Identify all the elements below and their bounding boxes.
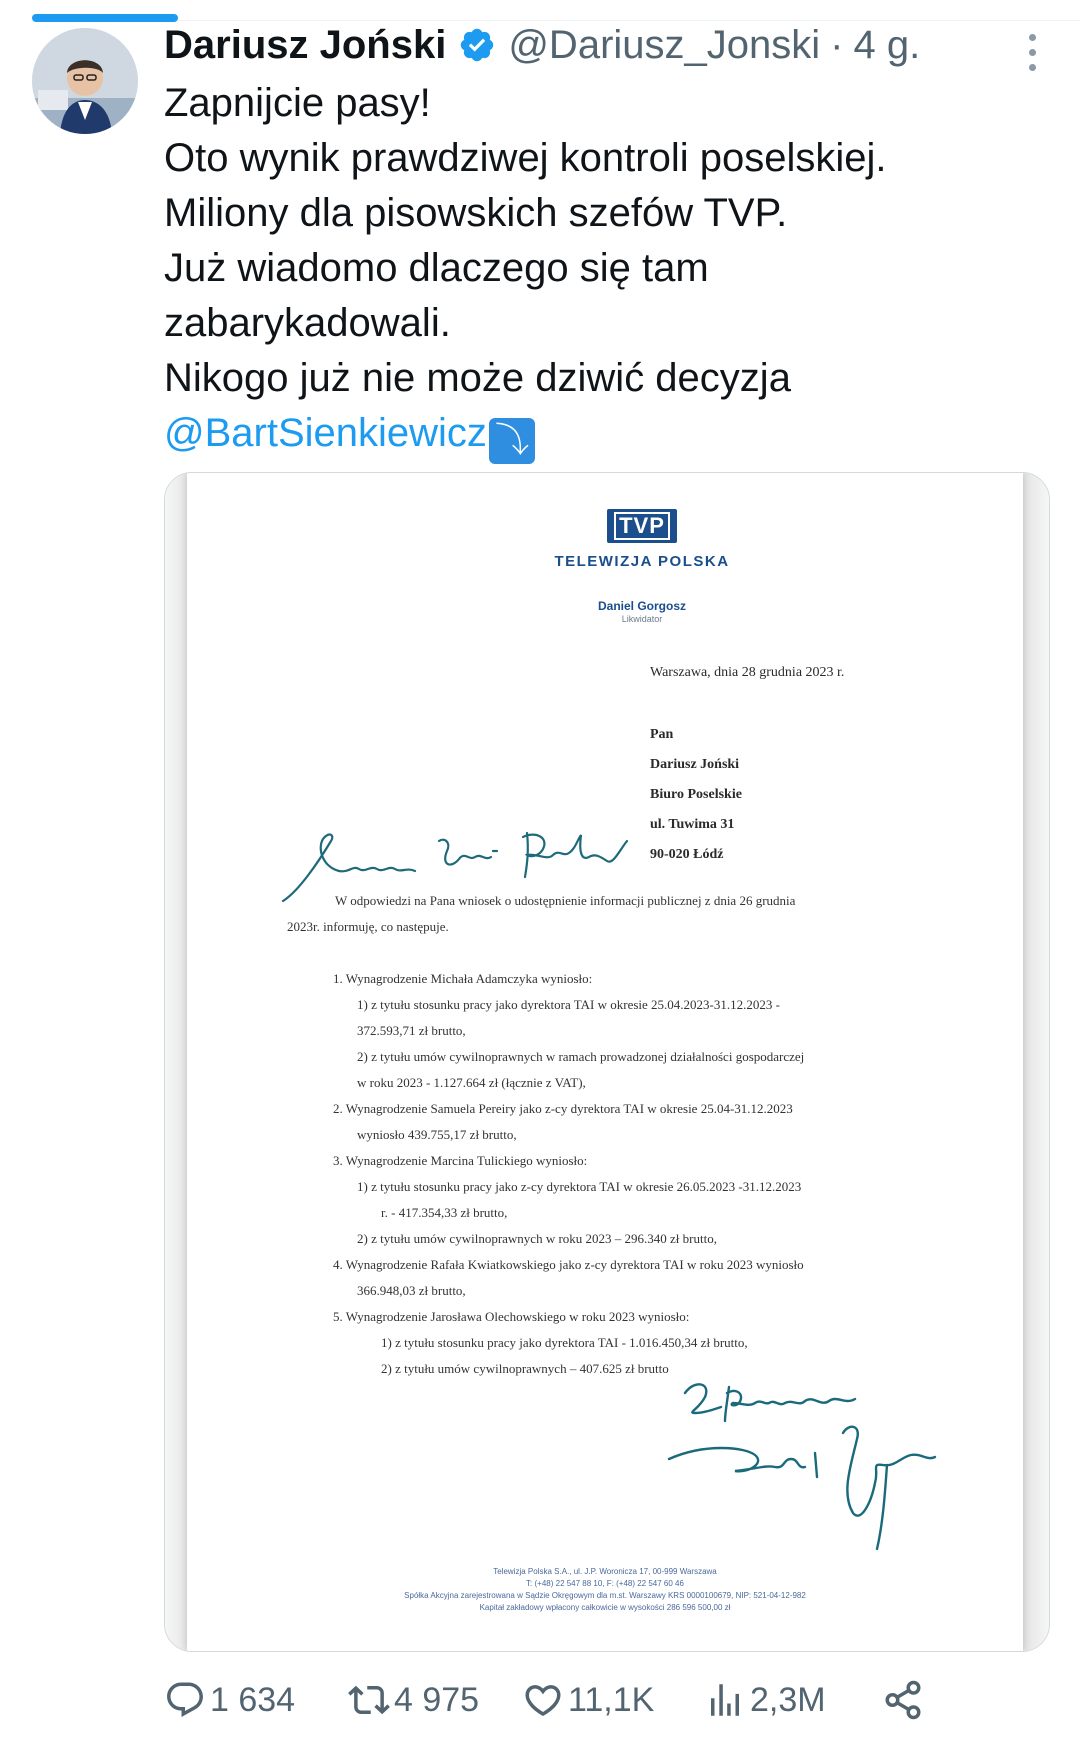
tweet-text-mention-line [164,406,1044,464]
repost-count: 4 975 [394,1680,480,1719]
repost-icon [348,1679,390,1721]
list-line: 4. Wynagrodzenie Rafała Kwiatkowskiego jako z-cy dyrektora TAI w roku 2023 wyniosło [333,1257,804,1272]
more-options-icon[interactable] [1012,28,1052,76]
address-line: Dariusz Joński [650,757,740,772]
media-edge-right [1023,473,1049,1651]
like-button[interactable] [522,1672,654,1728]
tvp-logo: TVP [607,509,677,543]
top-divider [178,20,1080,21]
tweet-text-line: zabarykadowali. [164,301,451,345]
avatar[interactable] [32,28,138,134]
liquidator-role: Likwidator [621,614,663,624]
list-line: 1) z tytułu stosunku pracy jako z-cy dyrektora TAI w okresie 26.05.2023 -31.12.2023 [357,1179,802,1194]
list-line: 1) z tytułu stosunku pracy jako dyrektora TAI - 1.016.450,34 zł brutto, [381,1335,748,1350]
letter-document [187,473,1023,1651]
list-line: 5. Wynagrodzenie Jarosława Olechowskiego w roku 2023 wyniosło: [333,1309,690,1324]
separator-dot: · [830,22,844,67]
tweet-text-line: Już wiadomo dlaczego się tam [164,246,709,290]
tweet-action-bar [164,1672,1044,1728]
list-line: 1. Wynagrodzenie Michała Adamczyka wyniosło: [333,971,593,986]
list-line: 2) z tytułu umów cywilnoprawnych w roku 2023 – 296.340 zł brutto, [357,1231,717,1246]
share-button[interactable] [882,1672,924,1728]
mention-link[interactable]: @BartSienkiewicz [164,411,487,455]
tweet-text-line: Oto wynik prawdziwej kontroli poselskiej. [164,136,887,180]
reply-icon [164,1679,206,1721]
tweet-text-line: Nikogo już nie może dziwić decyzja [164,356,791,400]
arrow-down-emoji-icon: ⤵ [489,418,535,464]
tweet-text-line: Zapnijcie pasy! [164,81,431,125]
reply-button[interactable] [164,1672,295,1728]
views-button[interactable] [704,1672,826,1728]
list-line: w roku 2023 - 1.127.664 zł (łącznie z VAT), [357,1075,586,1090]
list-line: 3. Wynagrodzenie Marcina Tulickiego wyniosło: [333,1153,588,1168]
verified-badge-icon [458,26,496,64]
address-line: 90-020 Łódź [650,847,724,862]
tweet-header [164,22,920,68]
reply-count: 1 634 [210,1680,296,1719]
footer-line: T: (+48) 22 547 88 10, F: (+48) 22 547 60 46 [526,1579,684,1588]
media-edge-left [165,473,187,1651]
footer-line: Kapitał zakładowy wpłacony całkowicie w wysokości 286 596 500,00 zł [479,1603,731,1612]
organization-name: TELEWIZJA POLSKA [554,553,730,570]
intro-line: 2023r. informuję, co następuje. [287,919,449,934]
address-line: Biuro Poselskie [650,787,742,802]
address-line: ul. Tuwima 31 [650,817,735,832]
liquidator-name: Daniel Gorgosz [597,599,686,613]
tweet-text [164,76,1044,464]
views-icon [704,1679,746,1721]
avatar-image [32,28,138,134]
list-line: 2) z tytułu umów cywilnoprawnych w ramach prowadzonej działalności gospodarczej [357,1049,805,1064]
repost-button[interactable] [348,1672,479,1728]
letter-date: Warszawa, dnia 28 grudnia 2023 r. [650,665,845,680]
list-line: 1) z tytułu stosunku pracy jako dyrektora TAI w okresie 25.04.2023-31.12.2023 - [357,997,780,1012]
footer-line: Telewizja Polska S.A., ul. J.P. Woronicza 17, 00-999 Warszawa [493,1567,717,1576]
tweet-text-line: Miliony dla pisowskich szefów TVP. [164,191,788,235]
intro-line: W odpowiedzi na Pana wniosek o udostępnienie informacji publicznej z dnia 26 grudnia [335,893,796,908]
author-handle[interactable]: @Dariusz_Jonski [508,22,821,67]
tweet-time[interactable]: 4 g. [853,22,921,67]
list-line: wyniosło 439.755,17 zł brutto, [357,1127,517,1142]
like-count: 11,1K [568,1680,655,1719]
list-line: 372.593,71 zł brutto, [357,1023,466,1038]
views-count: 2,3M [750,1680,826,1719]
list-line: 2. Wynagrodzenie Samuela Pereiry jako z-cy dyrektora TAI w okresie 25.04-31.12.2023 [333,1101,793,1116]
tweet-media-image[interactable] [164,472,1050,1652]
active-tab-indicator [32,14,178,22]
list-line: 366.948,03 zł brutto, [357,1283,466,1298]
author-name[interactable]: Dariusz Joński [164,22,447,67]
list-line: r. - 417.354,33 zł brutto, [381,1205,508,1220]
like-icon [522,1679,564,1721]
share-icon [882,1679,924,1721]
address-line: Pan [650,727,674,742]
list-line: 2) z tytułu umów cywilnoprawnych – 407.625 zł brutto [381,1361,669,1376]
signature [665,1373,945,1563]
footer-line: Spółka Akcyjna zarejestrowana w Sądzie Okręgowym dla m.st. Warszawy KRS 0000100679, NIP: 521-04-12-982 [404,1591,806,1600]
